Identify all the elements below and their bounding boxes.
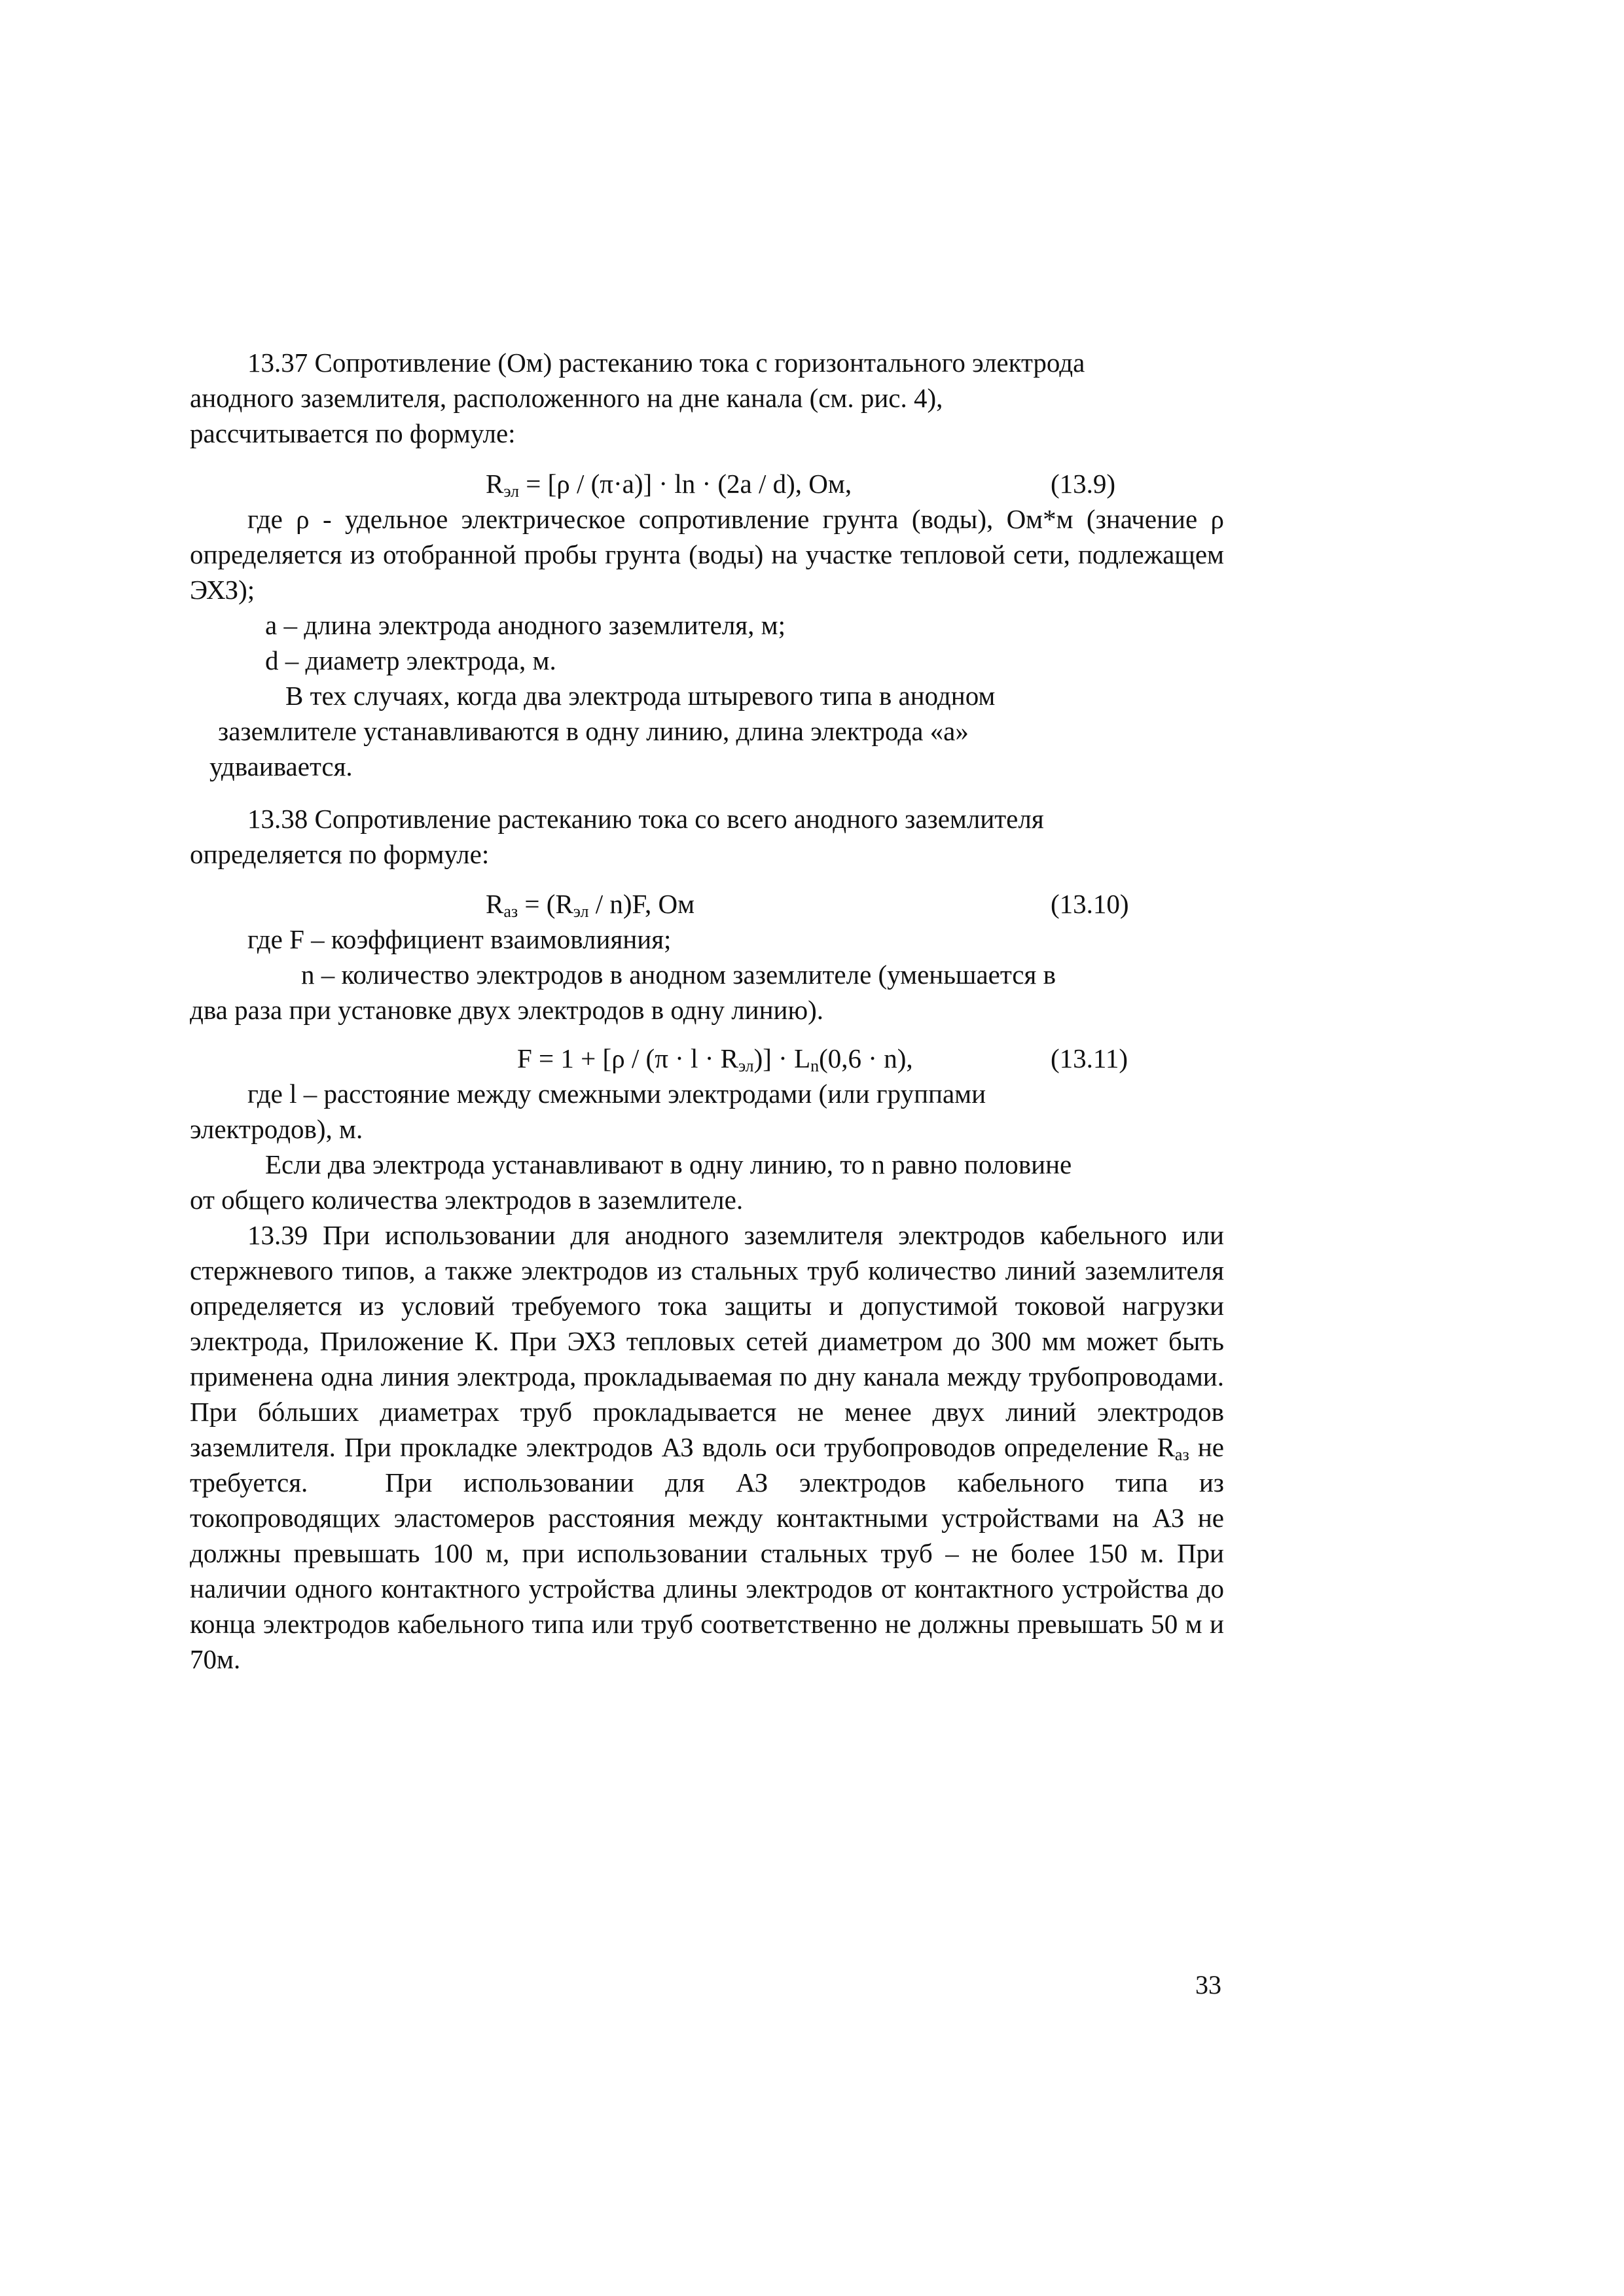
s1338-note-line-1: Если два электрода устанавливают в одну линию, то n равно половине [265, 1149, 1072, 1179]
s1338-note-line-2: от общего количества электродов в заземлителе. [190, 1185, 744, 1215]
formula-13-9-r: R [486, 469, 504, 499]
s1337-d-definition: d – диаметр электрода, м. [265, 645, 556, 675]
s1339-part2: не требуется. [190, 1432, 1224, 1498]
s1338-line-1: 13.38 Сопротивление растеканию тока со всего анодного заземлителя [247, 804, 1044, 834]
s1337-line-3: рассчитывается по формуле: [190, 418, 516, 448]
formula-13-9-r-sub: эл [503, 482, 520, 501]
s1337-where-paragraph: где ρ - удельное электрическое сопротивление грунта (воды), Ом*м (значение ρ определяется из отобранной пробы грунта (воды) на участке тепловой сети, подлежащем ЭХЗ); [190, 504, 1224, 605]
formula-13-10-mid: = (R [518, 889, 573, 919]
s1338-n-definition-line-1: n – количество электродов в анодном заземлителе (уменьшается в [301, 960, 1056, 990]
equation-number-13-10: (13.10) [1051, 889, 1129, 919]
page-number: 33 [1195, 1970, 1221, 2000]
formula-13-9-rest: = [ρ / (π·a)] · ln · (2a / d), Ом, [519, 469, 852, 499]
formula-13-11-p2-sub: n [810, 1056, 820, 1075]
equation-number-13-9: (13.9) [1051, 469, 1116, 499]
s1338-line-2: определяется по формуле: [190, 839, 490, 869]
s1337-note-line-1: В тех случаях, когда два электрода штыревого типа в анодном [285, 681, 996, 711]
s1339-part1: 13.39 При использовании для анодного заземлителя электродов кабельного или стержневого типов, а также электродов из стальных труб количество линий заземлителя определяется из условий требуемого тока защиты и допустимой токовой нагрузки электрода, Приложение К. При ЭХЗ тепловых сетей диаметром до 300 мм может быть применена одна линия электрода, прокладываемая по дну канала между трубопроводами. При бóльших диаметрах труб прокладывается не менее двух линий электродов заземлителя. При прокладке электродов АЗ вдоль оси трубопроводов определение R [190, 1220, 1224, 1462]
s1337-note-line-3: удваивается. [209, 751, 353, 781]
formula-13-11-p1: F = 1 + [ρ / (π · l · R [517, 1043, 738, 1073]
formula-13-10 [486, 886, 695, 922]
s1339-paragraph [190, 1217, 1224, 1677]
s1338-l-definition-line-2: электродов), м. [190, 1114, 363, 1144]
s1338-l-definition-line-1: где l – расстояние между смежными электродами (или группами [247, 1079, 986, 1109]
s1337-line-2: анодного заземлителя, расположенного на дне канала (см. рис. 4), [190, 383, 943, 413]
formula-13-11-p2: )] · L [753, 1043, 811, 1073]
formula-13-10-r: R [486, 889, 504, 919]
s1338-n-definition-line-2: два раза при установке двух электродов в одну линию). [190, 995, 824, 1025]
formula-13-11-p3: (0,6 · n), [819, 1043, 913, 1073]
s1337-line-1: 13.37 Сопротивление (Ом) растеканию тока с горизонтального электрода [247, 348, 1085, 378]
s1338-f-definition: где F – коэффициент взаимовлияния; [247, 924, 672, 954]
equation-number-13-11: (13.11) [1051, 1043, 1128, 1073]
s1337-a-definition: a – длина электрода анодного заземлителя, м; [265, 610, 785, 640]
s1339-part3: При использовании для АЗ электродов кабельного типа из токопроводящих эластомеров расстояния между контактными устройствами на АЗ не должны превышать 100 м, при использовании стальных труб – не более 150 м. При наличии одного контактного устройства длины электродов от контактного устройства до конца электродов кабельного типа или труб соответственно не должны превышать 50 м и 70м. [190, 1467, 1224, 1674]
formula-13-9 [486, 466, 852, 501]
formula-13-11-p1-sub: эл [738, 1056, 754, 1075]
formula-13-10-r-sub: аз [503, 902, 518, 921]
s1339-raz-sub: аз [1174, 1445, 1189, 1464]
formula-13-10-rest: / n)F, Ом [588, 889, 695, 919]
formula-13-11 [517, 1041, 913, 1076]
s1337-note-line-2: заземлителе устанавливаются в одну линию, длина электрода «а» [218, 716, 969, 746]
formula-13-10-mid-sub: эл [573, 902, 589, 921]
